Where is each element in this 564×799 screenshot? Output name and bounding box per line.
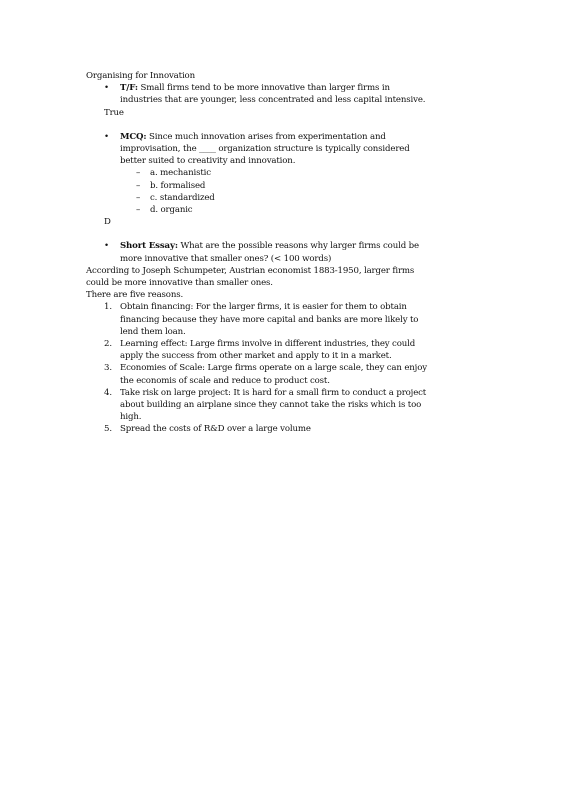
reason-item	[86, 338, 486, 362]
question-true-false	[86, 82, 486, 106]
reason-number: 3.	[104, 363, 112, 374]
essay-intro-line: According to Joseph Schumpeter, Austrian economist 1883-1950, larger firms	[86, 265, 415, 276]
dash-icon: –	[136, 180, 141, 191]
reason-item	[86, 301, 486, 338]
question-text-line: Since much innovation arises from experimentation and	[149, 131, 386, 142]
reason-text-line: Obtain financing: For the larger firms, it is easier for them to obtain	[120, 302, 407, 313]
document-body	[86, 70, 486, 436]
reason-text-line: Spread the costs of R&D over a large volume	[120, 424, 311, 435]
reason-number: 1.	[104, 302, 112, 313]
bullet-icon: •	[104, 83, 109, 94]
reason-text-line: Take risk on large project: It is hard for a small firm to conduct a project	[120, 387, 427, 398]
question-label: T/F:	[120, 83, 138, 94]
dash-icon: –	[136, 192, 141, 203]
question-text-line: What are the possible reasons why larger firms could be	[180, 241, 419, 252]
mcq-option: – b. formalised	[136, 180, 206, 191]
mcq-option: – c. standardized	[136, 192, 215, 203]
bullet-icon: •	[104, 241, 109, 252]
reason-text-line: Economies of Scale: Large firms operate on a large scale, they can enjoy	[120, 363, 427, 374]
question-text-line: improvisation, the ____ organization structure is typically considered	[120, 144, 410, 155]
reason-text-line: the economis of scale and reduce to product cost.	[120, 375, 330, 386]
reason-number: 4.	[104, 387, 112, 398]
reason-text-line: high.	[120, 412, 142, 423]
reasons-heading: There are five reasons.	[86, 290, 184, 301]
question-text-line: industries that are younger, less concentrated and less capital intensive.	[120, 95, 426, 106]
mcq-option: – d. organic	[136, 205, 193, 216]
reason-item	[86, 423, 486, 435]
reason-text-line: financing because they have more capital and banks are more likely to	[120, 314, 419, 325]
question-label: Short Essay:	[120, 241, 178, 252]
dash-icon: –	[136, 205, 141, 216]
section-title: Organising for Innovation	[86, 71, 195, 81]
answer-mcq: D	[104, 217, 111, 228]
reason-number: 5.	[104, 424, 112, 435]
essay-intro-line: could be more innovative than smaller ones.	[86, 278, 273, 289]
dash-icon: –	[136, 168, 141, 179]
reason-item	[86, 387, 486, 424]
reason-item	[86, 362, 486, 386]
mcq-options	[86, 167, 486, 216]
reason-text-line: about building an airplane since they cannot take the risks which is too	[120, 400, 422, 411]
mcq-option: – a. mechanistic	[136, 168, 211, 179]
reason-number: 2.	[104, 339, 112, 350]
reason-text-line: Learning effect: Large firms involve in different industries, they could	[120, 339, 416, 350]
question-text-line: Small firms tend to be more innovative than larger firms in	[140, 83, 390, 94]
question-text-line: more innovative that smaller ones? (< 100 words)	[120, 253, 332, 264]
bullet-icon: •	[104, 131, 109, 142]
reason-text-line: apply the success from other market and apply to it in a market.	[120, 351, 392, 362]
question-text-line: better suited to creativity and innovation.	[120, 156, 296, 167]
reason-text-line: lend them loan.	[120, 326, 186, 337]
question-mcq	[86, 131, 486, 168]
question-label: MCQ:	[120, 131, 147, 142]
question-short-essay	[86, 240, 486, 264]
answer-true-false: True	[104, 107, 124, 118]
